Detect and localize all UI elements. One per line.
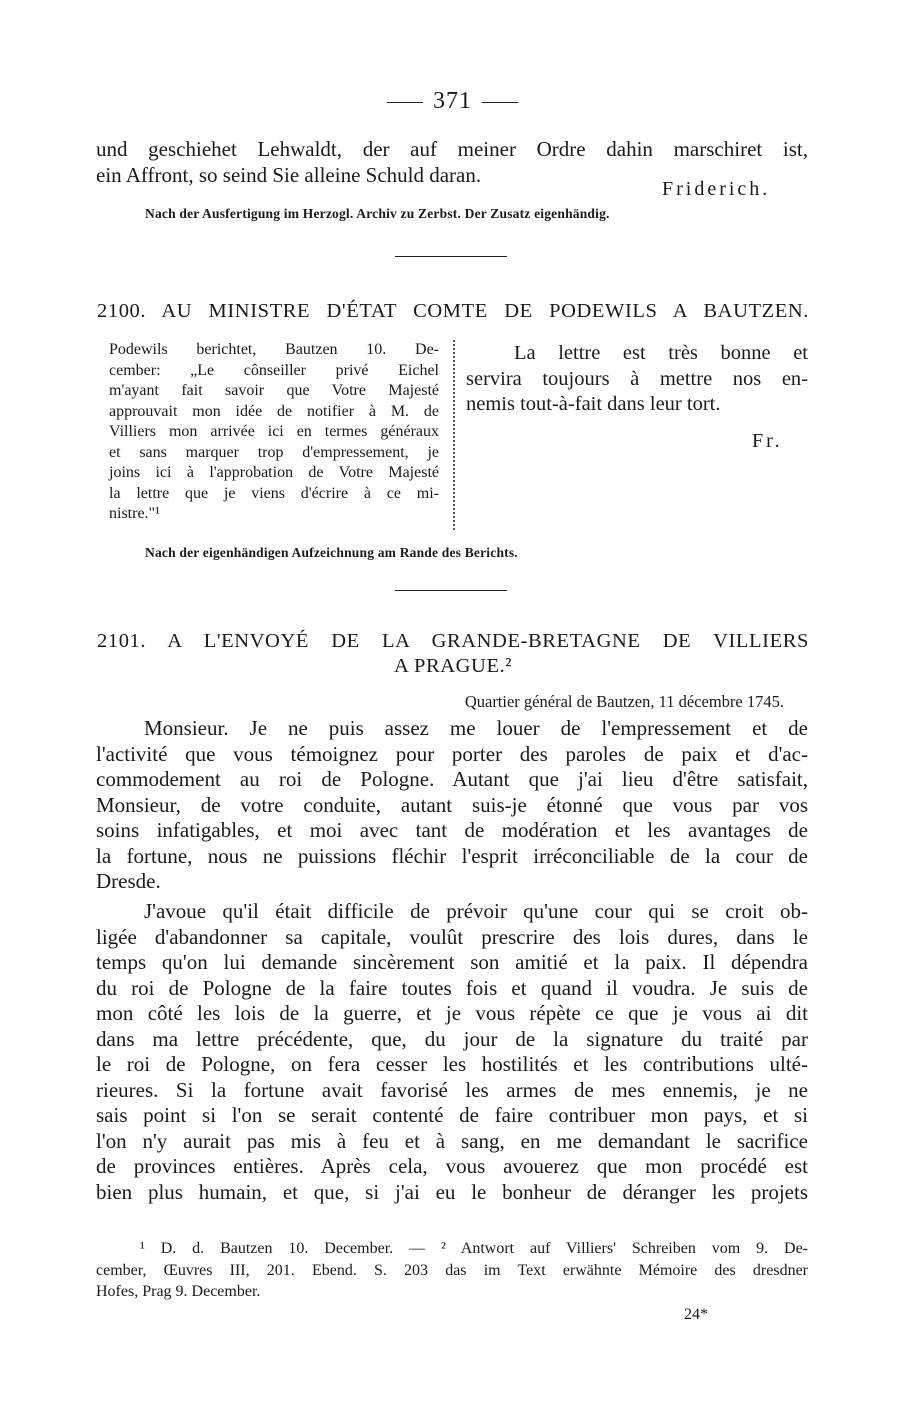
text-line: dans ma lettre précédente, que, du jour de la signature du traité par xyxy=(96,1026,808,1051)
text-line: commodement au roi de Pologne. Autant que j'ai lieu d'être satisfait, xyxy=(96,767,808,791)
text-line: rieures. Si la fortune avait favorisé les armes de mes ennemis, je ne xyxy=(96,1077,808,1102)
text-line: joins ici à l'approbation de Votre Majesté xyxy=(109,464,439,481)
letter-heading-2101: 2101. A L'ENVOYÉ DE LA GRANDE-BRETAGNE DE VILLIERS xyxy=(97,630,809,652)
text-line: sais point si l'on se serait contenté de faire contribuer mon pays, et si xyxy=(96,1103,808,1127)
footnote-line: cember, Œuvres III, 201. Ebend. S. 203 das im Text erwähnte Mémoire des dresdner xyxy=(96,1261,808,1279)
page-number-dash-right xyxy=(482,102,518,103)
text-line: J'avoue qu'il était difficile de prévoir qu'une cour qui se croit ob- xyxy=(144,899,808,923)
signature-fr: Fr. xyxy=(752,430,783,452)
section-divider xyxy=(395,590,507,591)
text-line: cember: „Le cônseiller privé Eichel xyxy=(109,361,439,379)
left-column-report xyxy=(109,340,439,525)
text-line: nemis tout-à-fait dans leur tort. xyxy=(466,393,721,415)
text-line: ein Affront, so seind Sie alleine Schuld daran. xyxy=(96,162,482,187)
text-line: temps qu'on lui demande sincèrement son amitié et la paix. Il dépendra xyxy=(96,950,808,974)
text-line: soins infatigables, et moi avec tant de modération et les avantages de xyxy=(96,818,808,842)
text-line: La lettre est très bonne et xyxy=(514,342,808,364)
text-line: servira toujours à mettre nos en- xyxy=(466,367,808,390)
footnote-line: ¹ D. d. Bautzen 10. December. — ² Antwort auf Villiers' Schreiben vom 9. De- xyxy=(140,1240,808,1257)
text-line: Podewils berichtet, Bautzen 10. De- xyxy=(109,341,439,358)
text-line: l'on n'y aurait pas mis à feu et à sang, en me demandant le sacrifice xyxy=(96,1128,808,1153)
letter-heading-2100: 2100. AU MINISTRE D'ÉTAT COMTE DE PODEWILS A BAUTZEN. xyxy=(97,300,809,322)
source-note: Nach der Ausfertigung im Herzogl. Archiv zu Zerbst. Der Zusatz eigenhändig. xyxy=(145,206,610,221)
signature-mark: 24* xyxy=(684,1306,708,1323)
footnotes xyxy=(96,1238,808,1303)
text-line: la lettre que je viens d'écrire à ce mi- xyxy=(109,484,439,502)
text-line: nistre."¹ xyxy=(109,505,160,522)
source-note: Nach der eigenhändigen Aufzeichnung am Rande des Berichts. xyxy=(145,545,518,560)
signature-friderich: Friderich. xyxy=(662,178,771,200)
text-line: und geschiehet Lehwaldt, der auf meiner Ordre dahin marschiret ist, xyxy=(96,137,808,161)
page-number xyxy=(370,88,535,115)
page-number-dash-left xyxy=(387,102,423,103)
right-column-reply xyxy=(466,341,808,418)
dateline: Quartier général de Bautzen, 11 décembre 1745. xyxy=(464,692,784,711)
text-line: Monsieur, de votre conduite, autant suis-je étonné que vous par vos xyxy=(96,792,808,817)
text-line: la fortune, nous ne puissions fléchir l'esprit irréconciliable de la cour de xyxy=(96,843,808,868)
page-number-text: 371 xyxy=(433,88,472,114)
section-divider xyxy=(395,256,507,257)
letter-heading-2101-line2: A PRAGUE.² xyxy=(393,655,513,677)
text-line: Villiers mon arrivée ici en termes généraux xyxy=(109,423,439,440)
text-line: le roi de Pologne, on fera cesser les hostilités et les contributions ulté- xyxy=(96,1052,808,1076)
text-line: mon côté les lois de la guerre, et je vous répète ce que je vous ai dit xyxy=(96,1001,808,1025)
text-line: ligée d'abandonner sa capitale, voulût prescrire des lois dures, dans le xyxy=(96,924,808,949)
text-line: Monsieur. Je ne puis assez me louer de l'empressement et de xyxy=(144,716,808,740)
letter-paragraph-2 xyxy=(96,899,808,1205)
column-divider xyxy=(453,340,455,530)
text-line: Dresde. xyxy=(96,869,161,893)
text-line: de provinces entières. Après cela, vous avouerez que mon procédé est xyxy=(96,1154,808,1178)
text-line: m'ayant fait savoir que Votre Majesté xyxy=(109,382,439,399)
text-line: du roi de Pologne de la faire toutes fois et quand il voudra. Je suis de xyxy=(96,975,808,1000)
letter-paragraph-1 xyxy=(96,716,808,895)
text-line: l'activité que vous témoignez pour porter des paroles de paix et d'ac- xyxy=(96,741,808,766)
text-line: bien plus humain, et que, si j'ai eu le bonheur de déranger les projets xyxy=(96,1179,808,1204)
text-line: approuvait mon idée de notifier à M. de xyxy=(109,402,439,420)
text-line: et sans marquer trop d'empressement, je xyxy=(109,443,439,461)
footnote-line: Hofes, Prag 9. December. xyxy=(96,1283,261,1300)
